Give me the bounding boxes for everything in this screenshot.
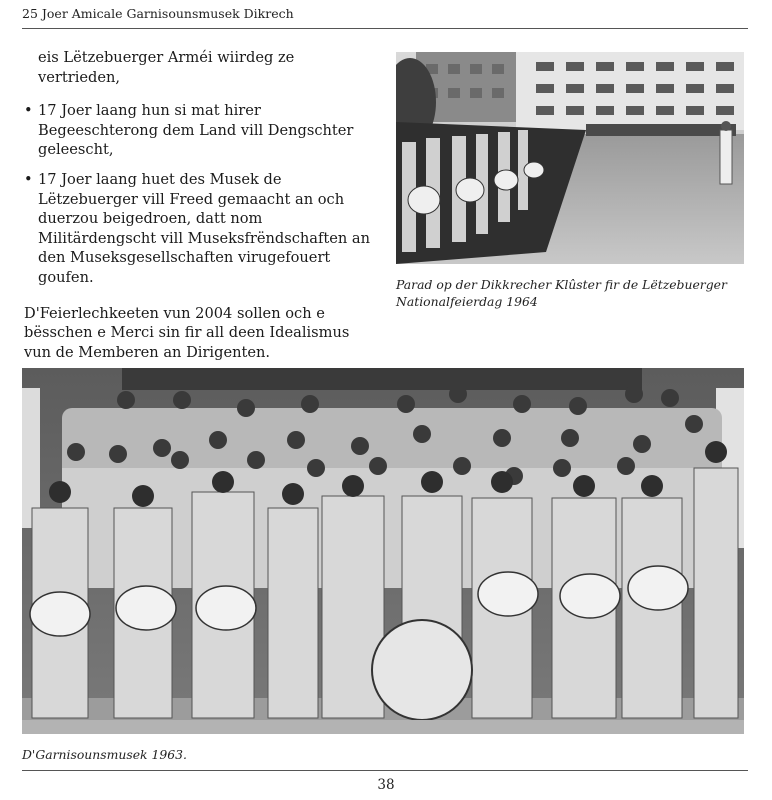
lead-line: eis Lëtzebuerger Arméi wiirdeg ze vertrieden, [38,49,295,86]
list-item [24,101,374,160]
bullet-dot-icon: • [24,102,33,120]
text-column [24,48,374,362]
running-header: 25 Joer Amicale Garnisounsmusek Dikrech [22,6,294,21]
list-item-text: 17 Joer laang hun si mat hirer Begeeschterong dem Land vill Dengschter geleescht, [38,102,354,159]
group-photo-caption: D'Garnisounsmusek 1963. [22,747,187,762]
parade-photo [396,52,744,264]
list-item [24,170,374,288]
bullet-list [24,101,374,287]
bullet-dot-icon: • [24,170,33,188]
group-photo [22,368,744,734]
header-rule [22,28,748,29]
footer-rule [22,770,748,771]
list-item-text: 17 Joer laang huet des Musek de Lëtzebuerger vill Freed gemaacht an och duerzou beigedroen, datt nom Militärdengscht vill Museksfrëndschaften an den Museksgesellschaften virugefouert goufen. [38,170,371,286]
page-number: 38 [377,777,395,793]
parade-photo-caption: Parad op der Dikkrecher Klûster fir de Lëtzebuerger Nationalfeierdag 1964 [396,277,727,309]
closing-paragraph: D'Feierlechkeeten vun 2004 sollen och e bësschen e Merci sin fir all deen Idealismus vun de Memberen an Dirigenten. [24,304,350,361]
